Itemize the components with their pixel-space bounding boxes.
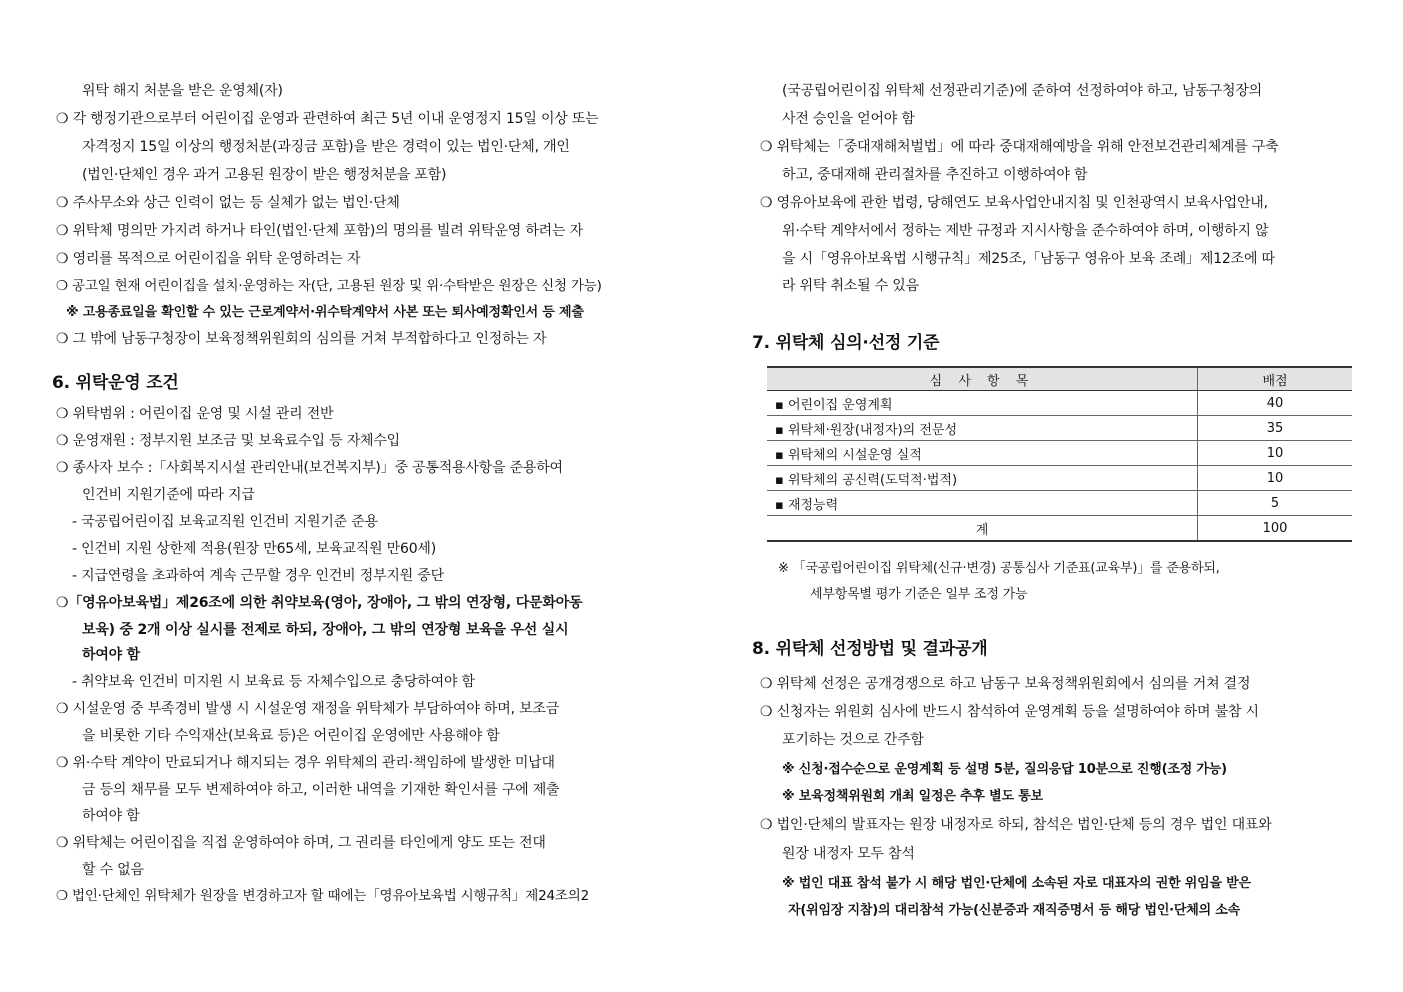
row-score: 35 <box>1198 416 1353 441</box>
bullet-item: ❍ 시설운영 중 부족경비 발생 시 시설운영 재정을 위탁체가 부담하여야 하며, 보조금 <box>56 701 560 717</box>
section-8-title: 8. 위탁체 선정방법 및 결과공개 <box>752 639 988 659</box>
table-note: ※ 「국공립어린이집 위탁체(신규·변경) 공통심사 기준표(교육부)」를 준용하되, <box>778 561 1220 576</box>
bullet-item: ❍ 그 밖에 남동구청장이 보육정책위원회의 심의를 거쳐 부적합하다고 인정하는 자 <box>56 331 547 347</box>
text-line: 할 수 없음 <box>82 862 144 878</box>
row-score: 40 <box>1198 391 1353 416</box>
section-7-title: 7. 위탁체 심의·선정 기준 <box>752 333 940 353</box>
row-item: ▪ 어린이집 운영계획 <box>767 391 1198 416</box>
bullet-item: ❍ 위탁범위 : 어린이집 운영 및 시설 관리 전반 <box>56 406 334 422</box>
table-header-row <box>767 367 1352 391</box>
text-line: 을 비롯한 기타 수익재산(보육료 등)은 어린이집 운영에만 사용해야 함 <box>82 728 500 744</box>
text-line: 금 등의 채무를 모두 변제하여야 하고, 이러한 내역을 기재한 확인서를 구에 제출 <box>82 782 560 798</box>
table-row <box>767 466 1352 491</box>
total-label: 계 <box>767 516 1198 542</box>
bullet-item: ❍ 위탁체는 어린이집을 직접 운영하여야 하며, 그 권리를 타인에게 양도 또는 전대 <box>56 835 546 851</box>
text-line: 보육) 중 2개 이상 실시를 전제로 하되, 장애아, 그 밖의 연장형 보육을 우선 실시 <box>82 622 569 638</box>
table-note: 세부항목별 평가 기준은 일부 조정 가능 <box>810 587 1028 602</box>
total-score: 100 <box>1198 516 1353 542</box>
bullet-item: ❍ 신청자는 위원회 심사에 반드시 참석하여 운영계획 등을 설명하여야 하며 불참 시 <box>760 704 1259 720</box>
row-item: ▪ 위탁체·원장(내정자)의 전문성 <box>767 416 1198 441</box>
row-score: 10 <box>1198 466 1353 491</box>
row-score: 10 <box>1198 441 1353 466</box>
header-item: 심 사 항 목 <box>767 367 1198 391</box>
bullet-item: ❍ 위탁체는「중대재해처벌법」에 따라 중대재해예방을 위해 안전보건관리체계를 구축 <box>760 139 1279 155</box>
dash-item: - 인건비 지원 상한제 적용(원장 만65세, 보육교직원 만60세) <box>72 541 437 557</box>
bullet-item: ❍ 운영재원 : 정부지원 보조금 및 보육료수입 등 자체수입 <box>56 433 400 449</box>
text-line: 을 시「영유아보육법 시행규칙」제25조,「남동구 영유아 보육 조례」제12조에 따 <box>782 251 1275 267</box>
text-line: 사전 승인을 얻어야 함 <box>782 111 915 127</box>
row-score: 5 <box>1198 491 1353 516</box>
row-item: ▪ 위탁체의 공신력(도덕적·법적) <box>767 466 1198 491</box>
bullet-item: ❍ 위탁체 명의만 가지려 하거나 타인(법인·단체 포함)의 명의를 빌려 위탁운영 하려는 자 <box>56 223 583 239</box>
text-line: 인건비 지원기준에 따라 지급 <box>82 487 255 503</box>
bullet-item: ❍ 위·수탁 계약이 만료되거나 해지되는 경우 위탁체의 관리·책임하에 발생한 미납대 <box>56 755 555 771</box>
bullet-item: ❍ 영리를 목적으로 어린이집을 위탁 운영하려는 자 <box>56 251 361 267</box>
bullet-item: ❍「영유아보육법」제26조에 의한 취약보육(영아, 장애아, 그 밖의 연장형, 다문화아동 <box>56 595 583 611</box>
text-line: (국공립어린이집 위탁체 선정관리기준)에 준하여 선정하여야 하고, 남동구청장의 <box>782 83 1262 99</box>
text-line: 위탁 해지 처분을 받은 운영체(자) <box>82 83 283 99</box>
text-line: 위·수탁 계약서에서 정하는 제반 규정과 지시사항을 준수하여야 하며, 이행하지 않 <box>782 223 1269 239</box>
dash-item: - 국공립어린이집 보육교직원 인건비 지원기준 준용 <box>72 514 378 530</box>
bullet-item: ❍ 법인·단체인 위탁체가 원장을 변경하고자 할 때에는「영유아보육법 시행규칙」제24조의2 <box>56 888 589 904</box>
table-row <box>767 491 1352 516</box>
row-item: ▪ 위탁체의 시설운영 실적 <box>767 441 1198 466</box>
table-row <box>767 416 1352 441</box>
bullet-item: ❍ 법인·단체의 발표자는 원장 내정자로 하되, 참석은 법인·단체 등의 경우 법인 대표와 <box>760 817 1272 833</box>
text-line: 하여야 함 <box>82 647 140 663</box>
text-line: 자격정지 15일 이상의 행정처분(과징금 포함)을 받은 경력이 있는 법인·단체, 개인 <box>82 139 570 155</box>
note-line: ※ 고용종료일을 확인할 수 있는 근로계약서·위수탁계약서 사본 또는 퇴사예정확인서 등 제출 <box>66 305 584 320</box>
dash-item: - 지급연령을 초과하여 계속 근무할 경우 인건비 정부지원 중단 <box>72 568 444 584</box>
text-line: (법인·단체인 경우 과거 고용된 원장이 받은 행정처분을 포함) <box>82 167 447 183</box>
bullet-item: ❍ 영유아보육에 관한 법령, 당해연도 보육사업안내지침 및 인천광역시 보육사업안내, <box>760 195 1268 211</box>
note-line: ※ 신청·접수순으로 운영계획 등 설명 5분, 질의응답 10분으로 진행(조정 가능) <box>782 762 1227 777</box>
text-line: 라 위탁 취소될 수 있음 <box>782 278 919 294</box>
row-item: ▪ 재정능력 <box>767 491 1198 516</box>
note-line: 자(위임장 지참)의 대리참석 가능(신분증과 재직증명서 등 해당 법인·단체의 소속 <box>788 903 1241 918</box>
bullet-item: ❍ 위탁체 선정은 공개경쟁으로 하고 남동구 보육정책위원회에서 심의를 거쳐 결정 <box>760 676 1251 692</box>
note-line: ※ 보육정책위원회 개최 일정은 추후 별도 통보 <box>782 789 1043 804</box>
header-score: 배점 <box>1198 367 1353 391</box>
text-line: 하고, 중대재해 관리절차를 추진하고 이행하여야 함 <box>782 167 1088 183</box>
note-line: ※ 법인 대표 참석 불가 시 해당 법인·단체에 소속된 자로 대표자의 권한 위임을 받은 <box>782 876 1251 891</box>
bullet-item: ❍ 각 행정기관으로부터 어린이집 운영과 관련하여 최근 5년 이내 운영정지 15일 이상 또는 <box>56 111 599 127</box>
bullet-item: ❍ 주사무소와 상근 인력이 없는 등 실체가 없는 법인·단체 <box>56 195 400 211</box>
table-total-row <box>767 516 1352 542</box>
dash-item: - 취약보육 인건비 미지원 시 보육료 등 자체수입으로 충당하여야 함 <box>72 674 475 690</box>
bullet-item: ❍ 공고일 현재 어린이집을 설치·운영하는 자(단, 고용된 원장 및 위·수탁받은 원장은 신청 가능) <box>56 278 602 294</box>
section-6-title: 6. 위탁운영 조건 <box>52 373 179 393</box>
score-table <box>767 366 1352 542</box>
table-row <box>767 441 1352 466</box>
table-row <box>767 391 1352 416</box>
text-line: 하여야 함 <box>82 808 140 824</box>
text-line: 포기하는 것으로 간주함 <box>782 732 924 748</box>
text-line: 원장 내정자 모두 참석 <box>782 846 915 862</box>
bullet-item: ❍ 종사자 보수 :「사회복지시설 관리안내(보건복지부)」중 공통적용사항을 준용하여 <box>56 460 563 476</box>
